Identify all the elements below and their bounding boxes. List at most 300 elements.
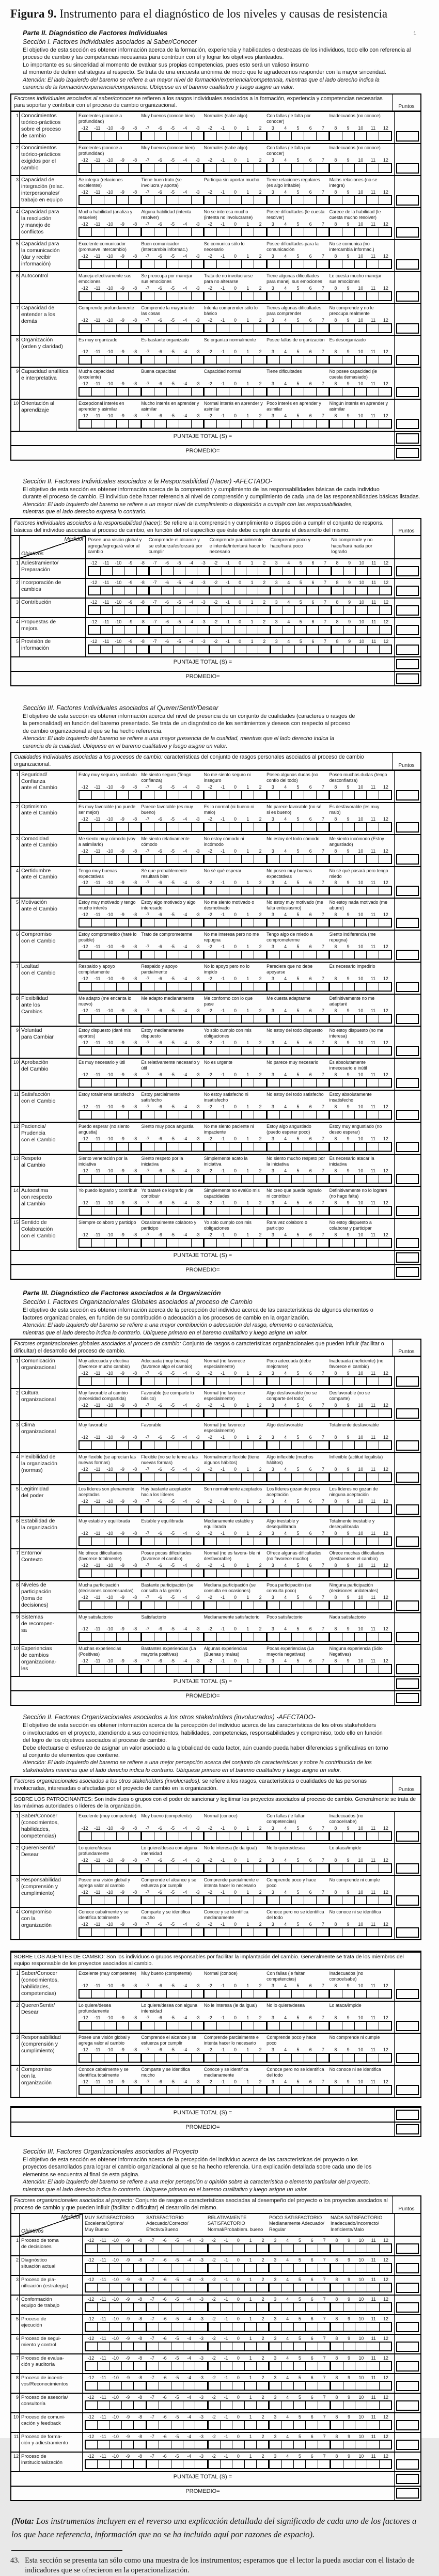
- scale-box[interactable]: [254, 1377, 266, 1385]
- scale-box[interactable]: [266, 855, 279, 863]
- scale-box[interactable]: [100, 567, 112, 575]
- scale-box[interactable]: [379, 420, 391, 428]
- points-input[interactable]: [396, 1238, 419, 1248]
- points-input[interactable]: [396, 1678, 419, 1689]
- scale-box[interactable]: [166, 1111, 179, 1119]
- scale-box[interactable]: [154, 1111, 166, 1119]
- scale-box[interactable]: [159, 2362, 170, 2370]
- scale-box[interactable]: [154, 983, 166, 991]
- scale-box[interactable]: [203, 132, 216, 140]
- scale-box[interactable]: [179, 1928, 191, 1936]
- scale-box[interactable]: [366, 1505, 379, 1513]
- scale-box[interactable]: [104, 324, 116, 332]
- scale-box[interactable]: [104, 1207, 116, 1215]
- scale-box[interactable]: [112, 606, 124, 614]
- scale-box[interactable]: [367, 2303, 379, 2311]
- scale-box[interactable]: [330, 2264, 342, 2272]
- scale-box[interactable]: [304, 2054, 316, 2062]
- scale-box[interactable]: [216, 196, 229, 204]
- points-input[interactable]: [396, 163, 419, 174]
- scale-box[interactable]: [304, 164, 316, 172]
- scale-box[interactable]: [354, 356, 367, 364]
- scale-box[interactable]: [328, 1207, 342, 1215]
- scale-box[interactable]: [316, 1207, 328, 1215]
- scale-box[interactable]: [241, 228, 254, 236]
- scale-box[interactable]: [366, 132, 379, 140]
- points-input[interactable]: [396, 2459, 419, 2470]
- scale-box[interactable]: [216, 1207, 229, 1215]
- scale-box[interactable]: [104, 1665, 116, 1673]
- scale-box[interactable]: [216, 791, 229, 799]
- points-input[interactable]: [396, 1206, 419, 1216]
- scale-box[interactable]: [80, 951, 91, 959]
- scale-box[interactable]: [241, 1111, 254, 1119]
- scale-box[interactable]: [104, 164, 116, 172]
- scale-box[interactable]: [209, 606, 222, 614]
- scale-box[interactable]: [244, 2284, 256, 2291]
- scale-box[interactable]: [179, 1239, 191, 1247]
- scale-box[interactable]: [207, 2421, 220, 2429]
- scale-box[interactable]: [109, 2284, 121, 2291]
- scale-box[interactable]: [366, 823, 379, 831]
- scale-box[interactable]: [140, 1239, 154, 1247]
- scale-box[interactable]: [179, 388, 191, 396]
- points-input[interactable]: [396, 645, 419, 655]
- scale-box[interactable]: [266, 1239, 279, 1247]
- scale-box[interactable]: [203, 1537, 216, 1545]
- scale-box[interactable]: [229, 1864, 241, 1872]
- scale-box[interactable]: [229, 356, 241, 364]
- scale-box[interactable]: [354, 919, 367, 926]
- scale-box[interactable]: [232, 2441, 244, 2448]
- scale-box[interactable]: [80, 420, 91, 428]
- scale-box[interactable]: [146, 2264, 159, 2272]
- scale-box[interactable]: [304, 292, 316, 300]
- scale-box[interactable]: [195, 2284, 207, 2291]
- scale-box[interactable]: [104, 1111, 116, 1119]
- scale-box[interactable]: [379, 2421, 391, 2429]
- scale-box[interactable]: [191, 1537, 203, 1545]
- scale-box[interactable]: [343, 587, 355, 594]
- scale-box[interactable]: [91, 1896, 104, 1904]
- scale-box[interactable]: [191, 1441, 203, 1449]
- points-input[interactable]: [396, 1078, 419, 1088]
- scale-box[interactable]: [191, 228, 203, 236]
- scale-box[interactable]: [379, 855, 391, 863]
- scale-box[interactable]: [258, 606, 270, 614]
- scale-box[interactable]: [379, 2284, 391, 2291]
- points-input[interactable]: [396, 1376, 419, 1387]
- scale-box[interactable]: [154, 1377, 166, 1385]
- scale-box[interactable]: [254, 1015, 266, 1023]
- scale-box[interactable]: [128, 1864, 140, 1872]
- scale-box[interactable]: [366, 1441, 379, 1449]
- scale-box[interactable]: [91, 132, 104, 140]
- points-input[interactable]: [396, 1693, 419, 1703]
- scale-box[interactable]: [191, 132, 203, 140]
- scale-box[interactable]: [366, 1928, 379, 1936]
- scale-box[interactable]: [304, 388, 316, 396]
- scale-box[interactable]: [97, 2362, 109, 2370]
- scale-box[interactable]: [355, 2401, 367, 2409]
- scale-box[interactable]: [207, 2244, 220, 2252]
- scale-box[interactable]: [140, 1377, 154, 1385]
- scale-box[interactable]: [91, 1175, 104, 1183]
- scale-box[interactable]: [104, 1832, 116, 1840]
- scale-box[interactable]: [86, 2244, 97, 2252]
- scale-box[interactable]: [241, 983, 254, 991]
- scale-box[interactable]: [173, 587, 185, 594]
- scale-box[interactable]: [146, 2421, 159, 2429]
- scale-box[interactable]: [241, 1473, 254, 1481]
- scale-box[interactable]: [104, 1990, 116, 1998]
- scale-box[interactable]: [316, 1175, 328, 1183]
- scale-box[interactable]: [291, 887, 304, 894]
- scale-box[interactable]: [121, 2244, 133, 2252]
- scale-box[interactable]: [179, 1207, 191, 1215]
- scale-box[interactable]: [179, 356, 191, 364]
- scale-box[interactable]: [328, 1473, 342, 1481]
- scale-box[interactable]: [154, 132, 166, 140]
- scale-box[interactable]: [195, 2460, 207, 2468]
- scale-box[interactable]: [268, 2284, 281, 2291]
- scale-box[interactable]: [304, 1537, 316, 1545]
- scale-box[interactable]: [191, 855, 203, 863]
- scale-box[interactable]: [154, 1864, 166, 1872]
- scale-box[interactable]: [128, 951, 140, 959]
- scale-box[interactable]: [354, 324, 367, 332]
- scale-box[interactable]: [104, 388, 116, 396]
- scale-box[interactable]: [216, 2086, 229, 2094]
- scale-box[interactable]: [159, 2284, 170, 2291]
- scale-box[interactable]: [209, 587, 222, 594]
- scale-box[interactable]: [256, 2244, 268, 2252]
- scale-box[interactable]: [203, 2022, 216, 2030]
- scale-box[interactable]: [191, 1633, 203, 1641]
- points-input[interactable]: [396, 1110, 419, 1120]
- scale-box[interactable]: [318, 2244, 330, 2252]
- scale-box[interactable]: [173, 567, 185, 575]
- scale-box[interactable]: [254, 1633, 266, 1641]
- scale-box[interactable]: [343, 2421, 355, 2429]
- scale-box[interactable]: [140, 887, 154, 894]
- scale-box[interactable]: [379, 164, 391, 172]
- scale-box[interactable]: [229, 260, 241, 268]
- scale-box[interactable]: [229, 1990, 241, 1998]
- scale-box[interactable]: [86, 2382, 97, 2390]
- scale-box[interactable]: [354, 388, 367, 396]
- points-input[interactable]: [396, 566, 419, 576]
- scale-box[interactable]: [209, 626, 222, 634]
- scale-box[interactable]: [171, 2460, 183, 2468]
- scale-box[interactable]: [328, 388, 342, 396]
- scale-box[interactable]: [279, 1175, 292, 1183]
- scale-box[interactable]: [171, 2421, 183, 2429]
- scale-box[interactable]: [281, 2382, 293, 2390]
- scale-box[interactable]: [305, 2441, 317, 2448]
- scale-box[interactable]: [234, 587, 246, 594]
- scale-box[interactable]: [343, 2264, 355, 2272]
- scale-box[interactable]: [179, 1633, 191, 1641]
- scale-box[interactable]: [330, 2401, 342, 2409]
- scale-box[interactable]: [241, 1633, 254, 1641]
- scale-box[interactable]: [366, 164, 379, 172]
- scale-box[interactable]: [318, 646, 330, 653]
- scale-box[interactable]: [195, 2303, 207, 2311]
- scale-box[interactable]: [328, 1864, 342, 1872]
- scale-box[interactable]: [154, 1441, 166, 1449]
- scale-box[interactable]: [140, 420, 154, 428]
- scale-box[interactable]: [241, 196, 254, 204]
- scale-box[interactable]: [354, 1441, 367, 1449]
- scale-box[interactable]: [291, 1896, 304, 1904]
- scale-box[interactable]: [254, 855, 266, 863]
- scale-box[interactable]: [179, 1896, 191, 1904]
- scale-box[interactable]: [355, 2362, 367, 2370]
- scale-box[interactable]: [222, 646, 233, 653]
- scale-box[interactable]: [91, 1111, 104, 1119]
- scale-box[interactable]: [241, 356, 254, 364]
- points-input[interactable]: [396, 1046, 419, 1056]
- scale-box[interactable]: [179, 1473, 191, 1481]
- scale-box[interactable]: [291, 1537, 304, 1545]
- scale-box[interactable]: [229, 1633, 241, 1641]
- scale-box[interactable]: [166, 2022, 179, 2030]
- scale-box[interactable]: [191, 823, 203, 831]
- scale-box[interactable]: [91, 1143, 104, 1151]
- scale-box[interactable]: [100, 587, 112, 594]
- scale-box[interactable]: [121, 2284, 133, 2291]
- scale-box[interactable]: [266, 1047, 279, 1055]
- scale-box[interactable]: [116, 1569, 129, 1577]
- scale-box[interactable]: [318, 2421, 330, 2429]
- scale-box[interactable]: [179, 1111, 191, 1119]
- scale-box[interactable]: [256, 2323, 268, 2331]
- scale-box[interactable]: [91, 1377, 104, 1385]
- scale-box[interactable]: [80, 1111, 91, 1119]
- scale-box[interactable]: [128, 823, 140, 831]
- scale-box[interactable]: [166, 1896, 179, 1904]
- scale-box[interactable]: [316, 855, 328, 863]
- scale-box[interactable]: [203, 1832, 216, 1840]
- points-input[interactable]: [396, 1927, 419, 1938]
- scale-box[interactable]: [258, 567, 270, 575]
- scale-box[interactable]: [293, 2401, 305, 2409]
- scale-box[interactable]: [291, 1864, 304, 1872]
- points-input[interactable]: [396, 131, 419, 142]
- scale-box[interactable]: [229, 1175, 241, 1183]
- scale-box[interactable]: [203, 1409, 216, 1417]
- scale-box[interactable]: [328, 1079, 342, 1087]
- scale-box[interactable]: [316, 1864, 328, 1872]
- scale-box[interactable]: [179, 1409, 191, 1417]
- scale-box[interactable]: [191, 1143, 203, 1151]
- scale-box[interactable]: [136, 606, 148, 614]
- scale-box[interactable]: [367, 2323, 379, 2331]
- scale-box[interactable]: [207, 2323, 220, 2331]
- points-input[interactable]: [396, 1142, 419, 1152]
- scale-box[interactable]: [195, 2362, 207, 2370]
- scale-box[interactable]: [128, 2022, 140, 2030]
- scale-box[interactable]: [154, 164, 166, 172]
- scale-box[interactable]: [203, 1505, 216, 1513]
- scale-box[interactable]: [366, 1143, 379, 1151]
- scale-box[interactable]: [354, 1864, 367, 1872]
- scale-box[interactable]: [154, 1473, 166, 1481]
- scale-box[interactable]: [166, 983, 179, 991]
- scale-box[interactable]: [343, 606, 355, 614]
- scale-box[interactable]: [86, 2362, 97, 2370]
- scale-box[interactable]: [80, 1473, 91, 1481]
- scale-box[interactable]: [229, 1143, 241, 1151]
- scale-box[interactable]: [379, 356, 391, 364]
- scale-box[interactable]: [203, 228, 216, 236]
- scale-box[interactable]: [124, 626, 136, 634]
- scale-box[interactable]: [91, 1537, 104, 1545]
- scale-box[interactable]: [241, 1832, 254, 1840]
- scale-box[interactable]: [229, 1409, 241, 1417]
- scale-box[interactable]: [293, 2441, 305, 2448]
- scale-box[interactable]: [154, 1569, 166, 1577]
- scale-box[interactable]: [367, 2382, 379, 2390]
- scale-box[interactable]: [229, 1601, 241, 1609]
- scale-box[interactable]: [379, 1207, 391, 1215]
- scale-box[interactable]: [305, 2401, 317, 2409]
- scale-box[interactable]: [179, 1990, 191, 1998]
- scale-box[interactable]: [279, 1377, 292, 1385]
- scale-box[interactable]: [216, 1409, 229, 1417]
- scale-box[interactable]: [161, 587, 173, 594]
- scale-box[interactable]: [166, 1079, 179, 1087]
- scale-box[interactable]: [154, 388, 166, 396]
- scale-box[interactable]: [342, 1079, 354, 1087]
- scale-box[interactable]: [291, 1175, 304, 1183]
- scale-box[interactable]: [291, 1207, 304, 1215]
- scale-box[interactable]: [268, 2343, 281, 2350]
- scale-box[interactable]: [318, 2441, 330, 2448]
- scale-box[interactable]: [379, 388, 391, 396]
- scale-box[interactable]: [207, 2401, 220, 2409]
- scale-box[interactable]: [154, 1505, 166, 1513]
- scale-box[interactable]: [203, 855, 216, 863]
- scale-box[interactable]: [254, 1665, 266, 1673]
- scale-box[interactable]: [179, 1601, 191, 1609]
- scale-box[interactable]: [222, 587, 233, 594]
- scale-box[interactable]: [203, 1015, 216, 1023]
- scale-box[interactable]: [146, 2284, 159, 2291]
- scale-box[interactable]: [254, 1441, 266, 1449]
- scale-box[interactable]: [379, 983, 391, 991]
- scale-box[interactable]: [229, 132, 241, 140]
- scale-box[interactable]: [279, 196, 292, 204]
- scale-box[interactable]: [254, 791, 266, 799]
- scale-box[interactable]: [173, 606, 185, 614]
- scale-box[interactable]: [91, 919, 104, 926]
- scale-box[interactable]: [354, 1896, 367, 1904]
- scale-box[interactable]: [379, 919, 391, 926]
- scale-box[interactable]: [304, 1601, 316, 1609]
- scale-box[interactable]: [266, 1896, 279, 1904]
- scale-box[interactable]: [104, 1864, 116, 1872]
- scale-box[interactable]: [91, 260, 104, 268]
- scale-box[interactable]: [331, 606, 343, 614]
- scale-box[interactable]: [179, 1569, 191, 1577]
- points-input[interactable]: [396, 1014, 419, 1024]
- scale-box[interactable]: [379, 2086, 391, 2094]
- scale-box[interactable]: [140, 1175, 154, 1183]
- scale-box[interactable]: [241, 1015, 254, 1023]
- scale-box[interactable]: [89, 567, 100, 575]
- scale-box[interactable]: [229, 1832, 241, 1840]
- points-input[interactable]: [396, 2243, 419, 2254]
- scale-box[interactable]: [355, 2421, 367, 2429]
- scale-box[interactable]: [116, 1665, 129, 1673]
- scale-box[interactable]: [379, 1633, 391, 1641]
- scale-box[interactable]: [216, 1079, 229, 1087]
- scale-box[interactable]: [268, 2460, 281, 2468]
- scale-box[interactable]: [128, 1047, 140, 1055]
- scale-box[interactable]: [220, 2460, 232, 2468]
- scale-box[interactable]: [266, 1143, 279, 1151]
- scale-box[interactable]: [97, 2343, 109, 2350]
- scale-box[interactable]: [140, 1928, 154, 1936]
- scale-box[interactable]: [89, 626, 100, 634]
- scale-box[interactable]: [316, 164, 328, 172]
- scale-box[interactable]: [342, 919, 354, 926]
- scale-box[interactable]: [229, 1473, 241, 1481]
- scale-box[interactable]: [354, 132, 367, 140]
- scale-box[interactable]: [80, 855, 91, 863]
- scale-box[interactable]: [116, 196, 129, 204]
- scale-box[interactable]: [342, 2054, 354, 2062]
- scale-box[interactable]: [140, 1832, 154, 1840]
- scale-box[interactable]: [91, 1601, 104, 1609]
- scale-box[interactable]: [191, 1409, 203, 1417]
- scale-box[interactable]: [306, 646, 318, 653]
- scale-box[interactable]: [104, 1143, 116, 1151]
- scale-box[interactable]: [216, 292, 229, 300]
- scale-box[interactable]: [304, 1864, 316, 1872]
- scale-box[interactable]: [279, 919, 292, 926]
- scale-box[interactable]: [154, 1832, 166, 1840]
- scale-box[interactable]: [379, 1505, 391, 1513]
- scale-box[interactable]: [258, 626, 270, 634]
- scale-box[interactable]: [241, 1665, 254, 1673]
- scale-box[interactable]: [86, 2421, 97, 2429]
- scale-box[interactable]: [140, 356, 154, 364]
- scale-box[interactable]: [166, 1015, 179, 1023]
- scale-box[interactable]: [166, 356, 179, 364]
- scale-box[interactable]: [128, 2086, 140, 2094]
- scale-box[interactable]: [268, 2244, 281, 2252]
- scale-box[interactable]: [354, 1601, 367, 1609]
- scale-box[interactable]: [80, 1079, 91, 1087]
- scale-box[interactable]: [379, 1079, 391, 1087]
- scale-box[interactable]: [100, 626, 112, 634]
- scale-box[interactable]: [183, 2362, 195, 2370]
- scale-box[interactable]: [116, 164, 129, 172]
- scale-box[interactable]: [328, 2022, 342, 2030]
- scale-box[interactable]: [229, 823, 241, 831]
- points-input[interactable]: [396, 659, 419, 669]
- scale-box[interactable]: [116, 2022, 129, 2030]
- scale-box[interactable]: [133, 2460, 145, 2468]
- scale-box[interactable]: [124, 567, 136, 575]
- scale-box[interactable]: [191, 1864, 203, 1872]
- scale-box[interactable]: [366, 887, 379, 894]
- scale-box[interactable]: [229, 420, 241, 428]
- scale-box[interactable]: [318, 2303, 330, 2311]
